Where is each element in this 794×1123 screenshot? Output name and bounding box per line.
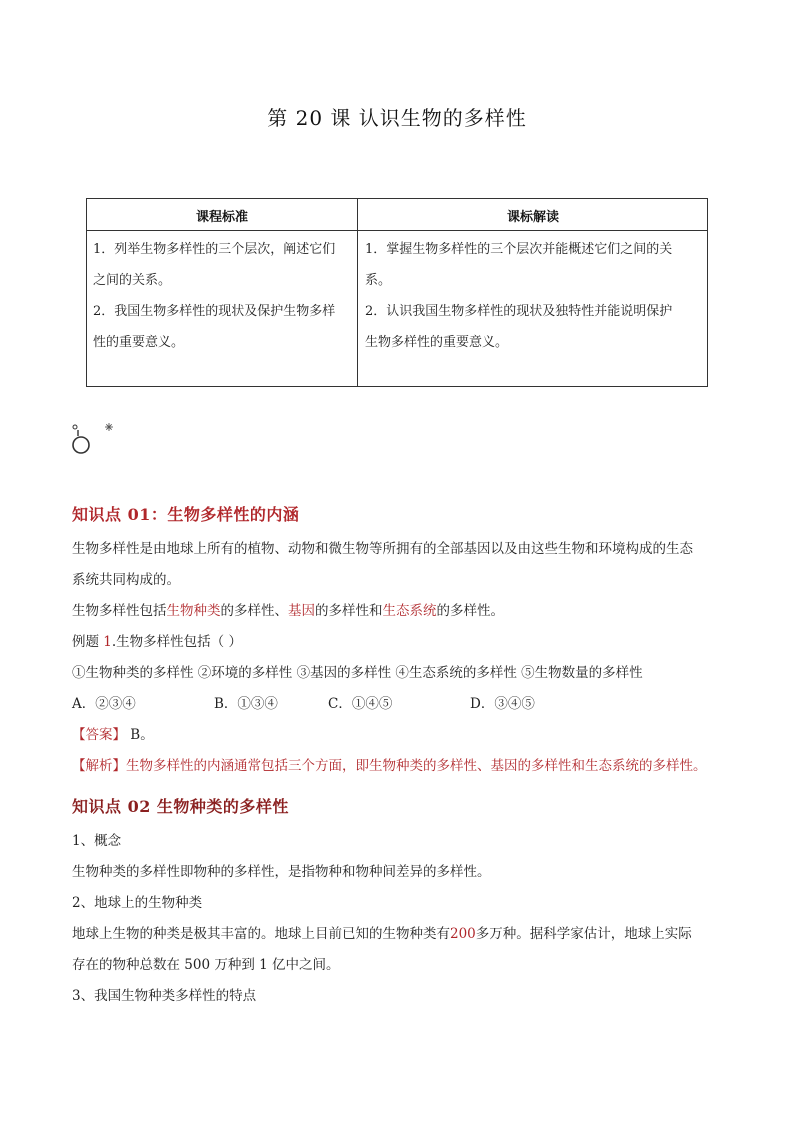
table-cell-line: 生物多样性的重要意义。 [365, 335, 509, 350]
answer-label: 【答案】 [72, 727, 126, 743]
kp2-body [72, 826, 732, 1012]
section-heading: 2、地球上的生物种类 [72, 895, 203, 911]
table-cell-line: 2．认识我国生物多样性的现状及独特性并能说明保护 [365, 304, 673, 319]
text-segment: 的多样性和 [315, 603, 383, 619]
standards-table [86, 198, 708, 387]
page-title: 第 20 课 认识生物的多样性 [267, 106, 527, 130]
text-segment: 多万种。据科学家估计，地球上实际 [475, 926, 692, 942]
table-divider-vertical [357, 199, 358, 386]
highlight-number: 200 [450, 926, 476, 942]
table-cell-line: 系。 [365, 273, 392, 288]
example-question-text: .生物多样性包括（ ） [111, 634, 242, 650]
example-items: ①生物种类的多样性 ②环境的多样性 ③基因的多样性 ④生态系统的多样性 ⑤生物数量的多样性 [72, 665, 643, 681]
kp1-body [72, 534, 732, 782]
text-segment: 生物多样性包括 [72, 603, 167, 619]
example-analysis [72, 751, 732, 782]
example-question [72, 627, 732, 658]
table-divider-horizontal [87, 230, 707, 231]
kp1-definition-line: 系统共同构成的。 [72, 572, 180, 588]
section-heading: 1、概念 [72, 833, 122, 849]
table-cell-standard [93, 234, 355, 358]
knowledge-point-2-title: 知识点 02 生物种类的多样性 [72, 797, 289, 816]
table-cell-line: 2．我国生物多样性的现状及保护生物多样 [93, 304, 336, 319]
highlight-term: 基因 [288, 603, 315, 619]
table-header-standard: 课程标准 [195, 210, 248, 225]
highlight-term: 生物种类 [166, 603, 221, 619]
example-answer [72, 720, 732, 751]
option-d: D．③④⑤ [470, 696, 535, 712]
table-cell-line: 1．掌握生物多样性的三个层次并能概述它们之间的关 [365, 242, 673, 257]
answer-value: B。 [126, 727, 154, 743]
example-number: 1 [103, 634, 112, 650]
example-options [72, 689, 732, 720]
decorative-icons [70, 420, 118, 460]
section-text: 生物种类的多样性即物种的多样性，是指物种和物种间差异的多样性。 [72, 864, 491, 880]
text-segment: 地球上生物的种类是极其丰富的。地球上目前已知的生物种类有 [72, 926, 450, 942]
section-heading: 3、我国生物种类多样性的特点 [72, 988, 257, 1004]
section-text [72, 919, 732, 950]
table-header-interpretation: 课标解读 [506, 210, 559, 225]
knowledge-point-1-title: 知识点 01：生物多样性的内涵 [72, 505, 300, 524]
table-cell-interpretation [365, 234, 705, 358]
option-a: A．②③④ [72, 696, 136, 712]
kp1-definition-line: 生物多样性是由地球上所有的植物、动物和微生物等所拥有的全部基因以及由这些生物和环境构成的生态 [72, 541, 693, 557]
analysis-text: 生物多样性的内涵通常包括三个方面，即生物种类的多样性、基因的多样性和生态系统的多样性。 [126, 758, 707, 774]
option-b: B．①③④ [214, 696, 278, 712]
text-segment: 的多样性。 [436, 603, 504, 619]
highlight-term: 生态系统 [382, 603, 437, 619]
text-segment: 的多样性、 [220, 603, 288, 619]
example-label: 例题 [72, 634, 104, 650]
option-c: C．①④⑤ [328, 696, 393, 712]
sparkle-icon [105, 423, 113, 431]
analysis-label: 【解析】 [72, 758, 126, 774]
section-text: 存在的物种总数在 500 万种到 1 亿中之间。 [72, 957, 340, 973]
table-cell-line: 1．列举生物多样性的三个层次，阐述它们 [93, 242, 336, 257]
table-cell-line: 之间的关系。 [93, 273, 172, 288]
kp1-includes [72, 596, 732, 627]
flask-icon [70, 420, 118, 460]
table-cell-line: 性的重要意义。 [93, 335, 185, 350]
